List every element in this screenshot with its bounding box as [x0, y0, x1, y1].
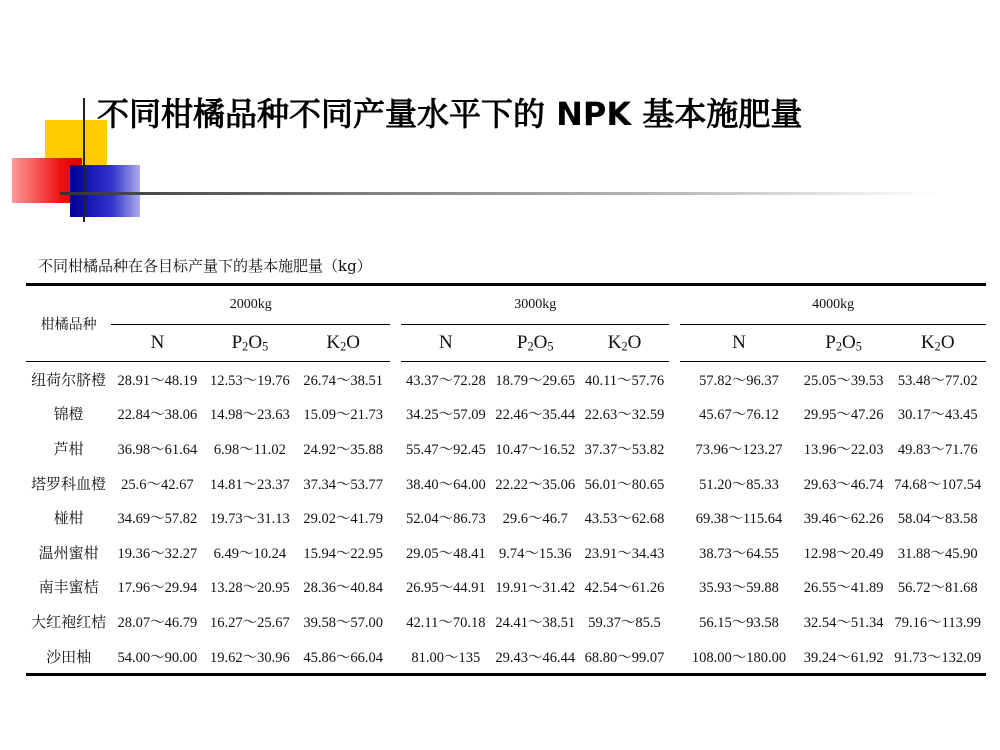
group-header-3000kg: 3000kg — [401, 285, 669, 325]
nutrient-header-k2o: $K_2O$ — [889, 325, 986, 362]
value-cell: 69.38～115.64 — [695, 511, 783, 528]
value-cell: 57.82～96.37 — [699, 372, 779, 389]
value-cell: 19.36～32.27 — [117, 545, 198, 562]
value-cell: 29.02～41.79 — [303, 511, 384, 528]
slide-title: 不同柑橘品种不同产量水平下的 NPK 基本施肥量 — [97, 95, 803, 133]
value-cell: 14.81～23.37 — [210, 476, 290, 493]
value-cell: 22.46～35.44 — [495, 407, 576, 424]
nutrient-header-k2o: $K_2O$ — [296, 325, 390, 362]
value-cell: 40.11～57.76 — [584, 372, 665, 389]
table-row — [26, 431, 986, 466]
value-cell: 14.98～23.63 — [210, 407, 290, 424]
value-cell: 34.25～57.09 — [405, 407, 486, 424]
value-cell: 28.36～40.84 — [303, 580, 384, 597]
value-cell: 56.01～80.65 — [584, 476, 665, 493]
value-cell: 26.95～44.91 — [405, 580, 486, 597]
variety-cell: 纽荷尔脐橙 — [31, 370, 107, 389]
value-cell: 37.37～53.82 — [584, 441, 665, 458]
value-cell: 37.34～53.77 — [303, 476, 384, 493]
value-cell: 16.27～25.67 — [210, 614, 290, 631]
group-header-2000kg: 2000kg — [111, 285, 390, 325]
value-cell: 38.40～64.00 — [405, 476, 486, 493]
value-cell: 35.93～59.88 — [699, 580, 779, 597]
value-cell: 25.05～39.53 — [803, 372, 884, 389]
value-cell: 13.96～22.03 — [803, 441, 884, 458]
table-row — [26, 604, 986, 639]
table-row — [26, 500, 986, 535]
value-cell: 23.91～34.43 — [584, 545, 665, 562]
fertilizer-table — [26, 283, 986, 676]
value-cell: 25.6～42.67 — [121, 476, 194, 493]
value-cell: 81.00～135 — [411, 649, 481, 666]
value-cell: 56.15～93.58 — [699, 614, 779, 631]
value-cell: 45.86～66.04 — [303, 649, 384, 666]
value-cell: 29.95～47.26 — [803, 407, 884, 424]
nutrient-header-n: N — [401, 325, 490, 362]
value-cell: 39.58～57.00 — [303, 614, 384, 631]
nutrient-header-p2o5: $P_2O_5$ — [204, 325, 296, 362]
group-header-4000kg: 4000kg — [680, 285, 986, 325]
variety-cell: 大红袍红桔 — [31, 612, 107, 631]
value-cell: 29.43～46.44 — [495, 649, 576, 666]
value-cell: 6.49～10.24 — [213, 545, 287, 562]
value-cell: 22.84～38.06 — [117, 407, 198, 424]
value-cell: 39.46～62.26 — [803, 511, 884, 528]
value-cell: 12.98～20.49 — [803, 545, 884, 562]
value-cell: 32.54～51.34 — [803, 614, 884, 631]
value-cell: 43.37～72.28 — [405, 372, 486, 389]
value-cell: 29.63～46.74 — [803, 476, 884, 493]
variety-cell: 温州蜜柑 — [38, 543, 99, 562]
value-cell: 34.69～57.82 — [117, 511, 198, 528]
table-row — [26, 362, 986, 397]
value-cell: 49.83～71.76 — [897, 441, 978, 458]
fertilizer-table-container — [26, 283, 986, 676]
value-cell: 31.88～45.90 — [897, 545, 978, 562]
value-cell: 28.07～46.79 — [117, 614, 198, 631]
variety-cell: 塔罗科血橙 — [31, 474, 107, 493]
decor-blue-rectangle — [70, 165, 140, 217]
value-cell: 26.55～41.89 — [803, 580, 884, 597]
value-cell: 9.74～15.36 — [498, 545, 572, 562]
value-cell: 38.73～64.55 — [699, 545, 779, 562]
group-header-row — [26, 285, 986, 325]
value-cell: 30.17～43.45 — [897, 407, 978, 424]
variety-cell: 芦柑 — [53, 439, 84, 458]
variety-column-header: 柑橘品种 — [26, 285, 111, 362]
nutrient-header-p2o5: $P_2O_5$ — [491, 325, 580, 362]
table-row — [26, 535, 986, 570]
value-cell: 79.16～113.99 — [894, 614, 981, 631]
value-cell: 18.79～29.65 — [495, 372, 576, 389]
value-cell: 15.09～21.73 — [303, 407, 384, 424]
value-cell: 19.62～30.96 — [210, 649, 290, 666]
value-cell: 42.54～61.26 — [584, 580, 665, 597]
value-cell: 74.68～107.54 — [894, 476, 982, 493]
variety-cell: 椪柑 — [53, 509, 84, 528]
table-body — [26, 362, 986, 675]
value-cell: 15.94～22.95 — [303, 545, 384, 562]
variety-cell: 沙田柚 — [46, 647, 92, 666]
value-cell: 22.22～35.06 — [495, 476, 576, 493]
value-cell: 6.98～11.02 — [213, 441, 286, 458]
value-cell: 29.6～46.7 — [502, 511, 568, 528]
value-cell: 68.80～99.07 — [584, 649, 665, 666]
value-cell: 19.91～31.42 — [495, 580, 576, 597]
nutrient-header-n: N — [680, 325, 798, 362]
value-cell: 36.98～61.64 — [117, 441, 198, 458]
table-row — [26, 639, 986, 675]
variety-cell: 南丰蜜桔 — [38, 578, 99, 597]
value-cell: 22.63～32.59 — [584, 407, 665, 424]
value-cell: 39.24～61.92 — [803, 649, 884, 666]
nutrient-header-p2o5: $P_2O_5$ — [798, 325, 890, 362]
value-cell: 24.41～38.51 — [495, 614, 576, 631]
value-cell: 108.00～180.00 — [691, 649, 787, 666]
value-cell: 43.53～62.68 — [584, 511, 665, 528]
value-cell: 53.48～77.02 — [897, 372, 978, 389]
value-cell: 58.04～83.58 — [897, 511, 978, 528]
value-cell: 42.11～70.18 — [406, 614, 486, 631]
value-cell: 73.96～123.27 — [695, 441, 783, 458]
value-cell: 13.28～20.95 — [210, 580, 290, 597]
value-cell: 10.47～16.52 — [495, 441, 576, 458]
value-cell: 56.72～81.68 — [897, 580, 978, 597]
value-cell: 45.67～76.12 — [699, 407, 779, 424]
value-cell: 12.53～19.76 — [210, 372, 290, 389]
table-row — [26, 466, 986, 501]
value-cell: 29.05～48.41 — [405, 545, 486, 562]
variety-cell: 锦橙 — [53, 405, 84, 424]
table-caption: 不同柑橘品种在各目标产量下的基本施肥量（kg） — [38, 257, 372, 275]
value-cell: 19.73～31.13 — [210, 511, 290, 528]
value-cell: 17.96～29.94 — [117, 580, 198, 597]
value-cell: 52.04～86.73 — [405, 511, 486, 528]
value-cell: 55.47～92.45 — [405, 441, 486, 458]
title-underline — [60, 192, 940, 195]
table-row — [26, 397, 986, 432]
decor-vertical-line — [83, 98, 85, 222]
value-cell: 26.74～38.51 — [303, 372, 384, 389]
nutrient-header-k2o: $K_2O$ — [580, 325, 669, 362]
value-cell: 59.37～85.5 — [588, 614, 661, 631]
nutrient-header-n: N — [111, 325, 203, 362]
nutrient-header-row — [26, 325, 986, 362]
value-cell: 91.73～132.09 — [894, 649, 982, 666]
value-cell: 28.91～48.19 — [117, 372, 198, 389]
value-cell: 24.92～35.88 — [303, 441, 384, 458]
table-row — [26, 570, 986, 605]
value-cell: 54.00～90.00 — [117, 649, 198, 666]
value-cell: 51.20～85.33 — [699, 476, 779, 493]
